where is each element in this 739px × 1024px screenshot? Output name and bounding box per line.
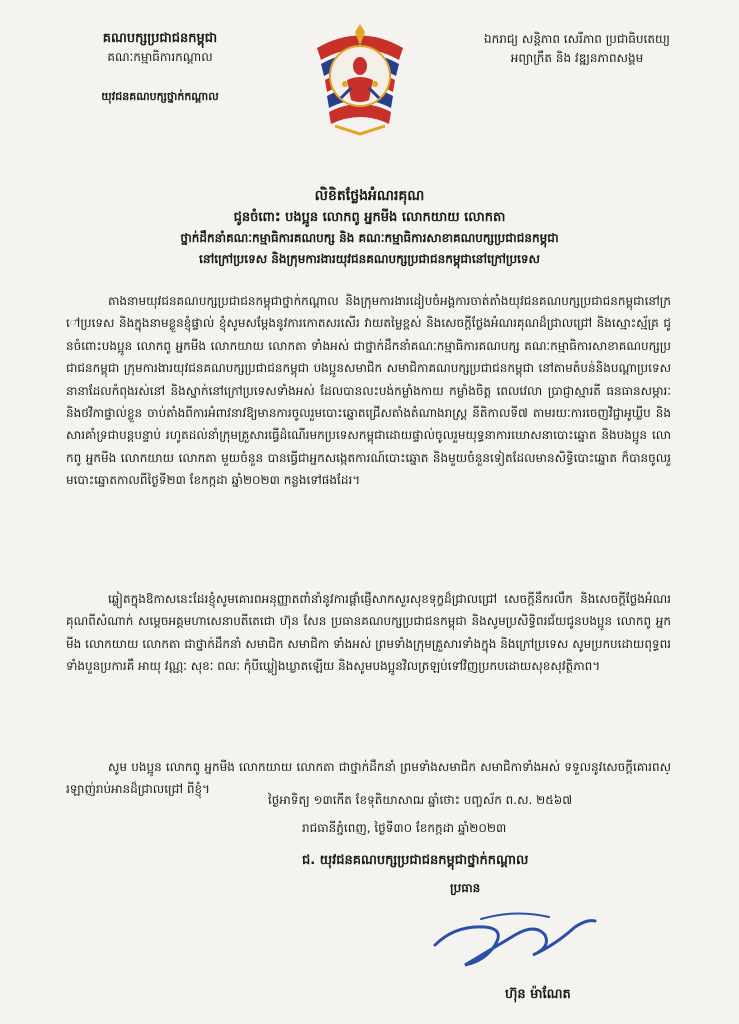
header-left <box>60 30 260 106</box>
body-paragraph-2: ឆ្លៀតក្នុងឱកាសនេះដែរខ្ញុំសូមគោរពអនុញ្ញាតពាំនាំនូវការផ្ដាំផ្ញើសាកសួរសុខទុក្ខដ៏ជ្រាលជ្រៅ សេចក្ដីនឹករលឹក និងសេចក្ដីថ្លែងអំណរគុណពីសំណាក់ សម្ដេចអគ្គមហាសេនាបតីតេជោ ហ៊ុន សែន ប្រធានគណបក្សប្រជាជនកម្ពុជា និងសូមប្រសិទ្ធិពរជ័យជូនបងប្អូន លោកពូ អ្នកមីង លោកយាយ លោកតា ជាថ្នាក់ដឹកនាំ សមាជិក សមាជិកា ទាំងអស់ ព្រមទាំងក្រុមគ្រួសារទាំងក្នុង និងក្រៅប្រទេស សូមប្រកបដោយពុទ្ធពរទាំងបួនប្រការគឺ អាយុ វណ្ណៈ សុខៈ ពលៈ កុំបីឃ្លៀងឃ្លាតឡើយ និងសូមបងប្អូនវិលត្រឡប់ទៅវិញប្រកបដោយសុខសុវត្ថិភាព។ <box>66 592 671 674</box>
signatory-position: ប្រធាន <box>450 881 481 895</box>
signatory-name: ហ៊ុន ម៉ាណែត <box>505 987 571 1002</box>
national-motto-line1: ឯករាជ្យ សន្តិភាព សេរីភាព ប្រជាធិបតេយ្យ <box>484 32 670 46</box>
letter-title: លិខិតថ្លែងអំណរគុណ <box>314 188 425 204</box>
party-logo-icon <box>305 18 415 138</box>
lunar-date: ថ្ងៃអាទិត្យ ១៣កើត ខែទុតិយាសាឍ ឆ្នាំថោះ បញ្ចស័ក ព.ស. ២៥៦៧ <box>268 793 573 807</box>
national-motto-line2: អព្យាក្រឹត និង វឌ្ឍនភាពសង្គម <box>510 51 644 65</box>
body-paragraph-1: តាងនាមយុវជនគណបក្សប្រជាជនកម្ពុជាថ្នាក់កណ្ដាល និងក្រុមការងារដៀបចំអង្គការចាត់តាំងយុវជនគណបក្សប្រជាជនកម្ពុជានៅក្រៅប្រទេស និងក្នុងនាមខ្លួនខ្ញុំផ្ទាល់ ខ្ញុំសូមសម្ដែងនូវការកោតសរសើរ វាយតម្លៃខ្ពស់ និងសេចក្ដីថ្លែងអំណរគុណដ៏ជ្រាលជ្រៅ និងស្មោះស្ម័គ្រ ជូនចំពោះបងប្អូន លោកពូ អ្នកមីង លោកយាយ លោកតា ទាំងអស់ ជាថ្នាក់ដឹកនាំគណៈកម្មាធិការគណបក្ស គណៈកម្មាធិការសាខាគណបក្សប្រជាជនកម្ពុជា ក្រុមការងារយុវជនគណបក្សប្រជាជនកម្ពុជា បងប្អូនសមាជិក សមាជិកាគណបក្សប្រជាជនកម្ពុជា នៅតាមតំបន់និងបណ្ដាប្រទេសនានាដែលកំពុងរស់នៅ និងស្នាក់នៅក្រៅប្រទេសទាំងអស់ ដែលបានលះបង់កម្លាំងកាយ កម្លាំងចិត្ត ពេលវេលា ប្រាជ្ញាស្មារតី ធនធានសម្ភារៈ និងថវិកាផ្ទាល់ខ្លួន ចាប់តាំងពីការអំពាវនាវឱ្យមានការចូលរួមបោះឆ្នោតជ្រើសតាំងតំណាងរាស្ត្រ នីតិកាលទី៧ តាមរយៈការចេញវិជ្ជាអូឃ្លីប និងសារគាំទ្រជាបន្តបន្ទាប់ រហូតដល់នាំក្រុមគ្រួសារធ្វើដំណើរមកប្រទេសកម្ពុជាដោយផ្ទាល់ចូលរួមយុទ្ធនាការឃោសនាបោះឆ្នោត និងបងប្អូន លោកពូ អ្នកមីង លោកយាយ លោកតា មួយចំនួន បានធ្វើជាអ្នកសង្កេតការណ៍បោះឆ្នោត និងមួយចំនួនទៀតដែលមានសិទ្ធិបោះឆ្នោត ក៏បានចូលរួមបោះឆ្នោតកាលពីថ្ងៃទី២៣ ខែកក្កដា ឆ្នាំ២០២៣ កន្លងទៅផងដែរ។ <box>66 294 671 488</box>
body-paragraph-3: សូម បងប្អូន លោកពូ អ្នកមីង លោកយាយ លោកតា ជាថ្នាក់ដឹកនាំ ព្រមទាំងសមាជិក សមាជិកាទាំងអស់ ទទួលនូវសេចក្ដីគោរពស្រឡាញ់រាប់អានដ៏ជ្រាលជ្រៅ ពីខ្ញុំ។ <box>66 760 671 797</box>
recipient-detail-line2: នៅក្រៅប្រទេស និងក្រុមការងារយុវជនគណបក្សប្រជាជនកម្ពុជានៅក្រៅប្រទេស <box>199 252 540 266</box>
committee-name: គណៈកម្មាធិការកណ្ដាល <box>107 50 213 64</box>
signatory-organization: ជ. យុវជនគណបក្សប្រជាជនកម្ពុជាថ្នាក់កណ្ដាល <box>302 853 529 868</box>
recipient-line: ជូនចំពោះ បងប្អូន លោកពូ អ្នកមីង លោកយាយ លោកតា <box>233 210 506 225</box>
handwritten-signature-icon <box>425 905 605 975</box>
header-right <box>457 30 697 68</box>
place-and-date: រាជធានីភ្នំពេញ, ថ្ងៃទី៣០ ខែកក្កដា ឆ្នាំ២០២៣ <box>302 821 507 835</box>
party-name: គណបក្សប្រជាជនកម្ពុជា <box>102 31 218 46</box>
letter-title-block <box>30 186 709 270</box>
letter-body <box>66 290 671 804</box>
youth-org-name: យុវជនគណបក្សថ្នាក់កណ្ដាល <box>101 90 219 103</box>
recipient-detail-line1: ថ្នាក់ដឹកនាំគណៈកម្មាធិការគណបក្ស និង គណៈកម្មាធិការសាខាគណបក្សប្រជាជនកម្ពុជា <box>180 231 559 245</box>
